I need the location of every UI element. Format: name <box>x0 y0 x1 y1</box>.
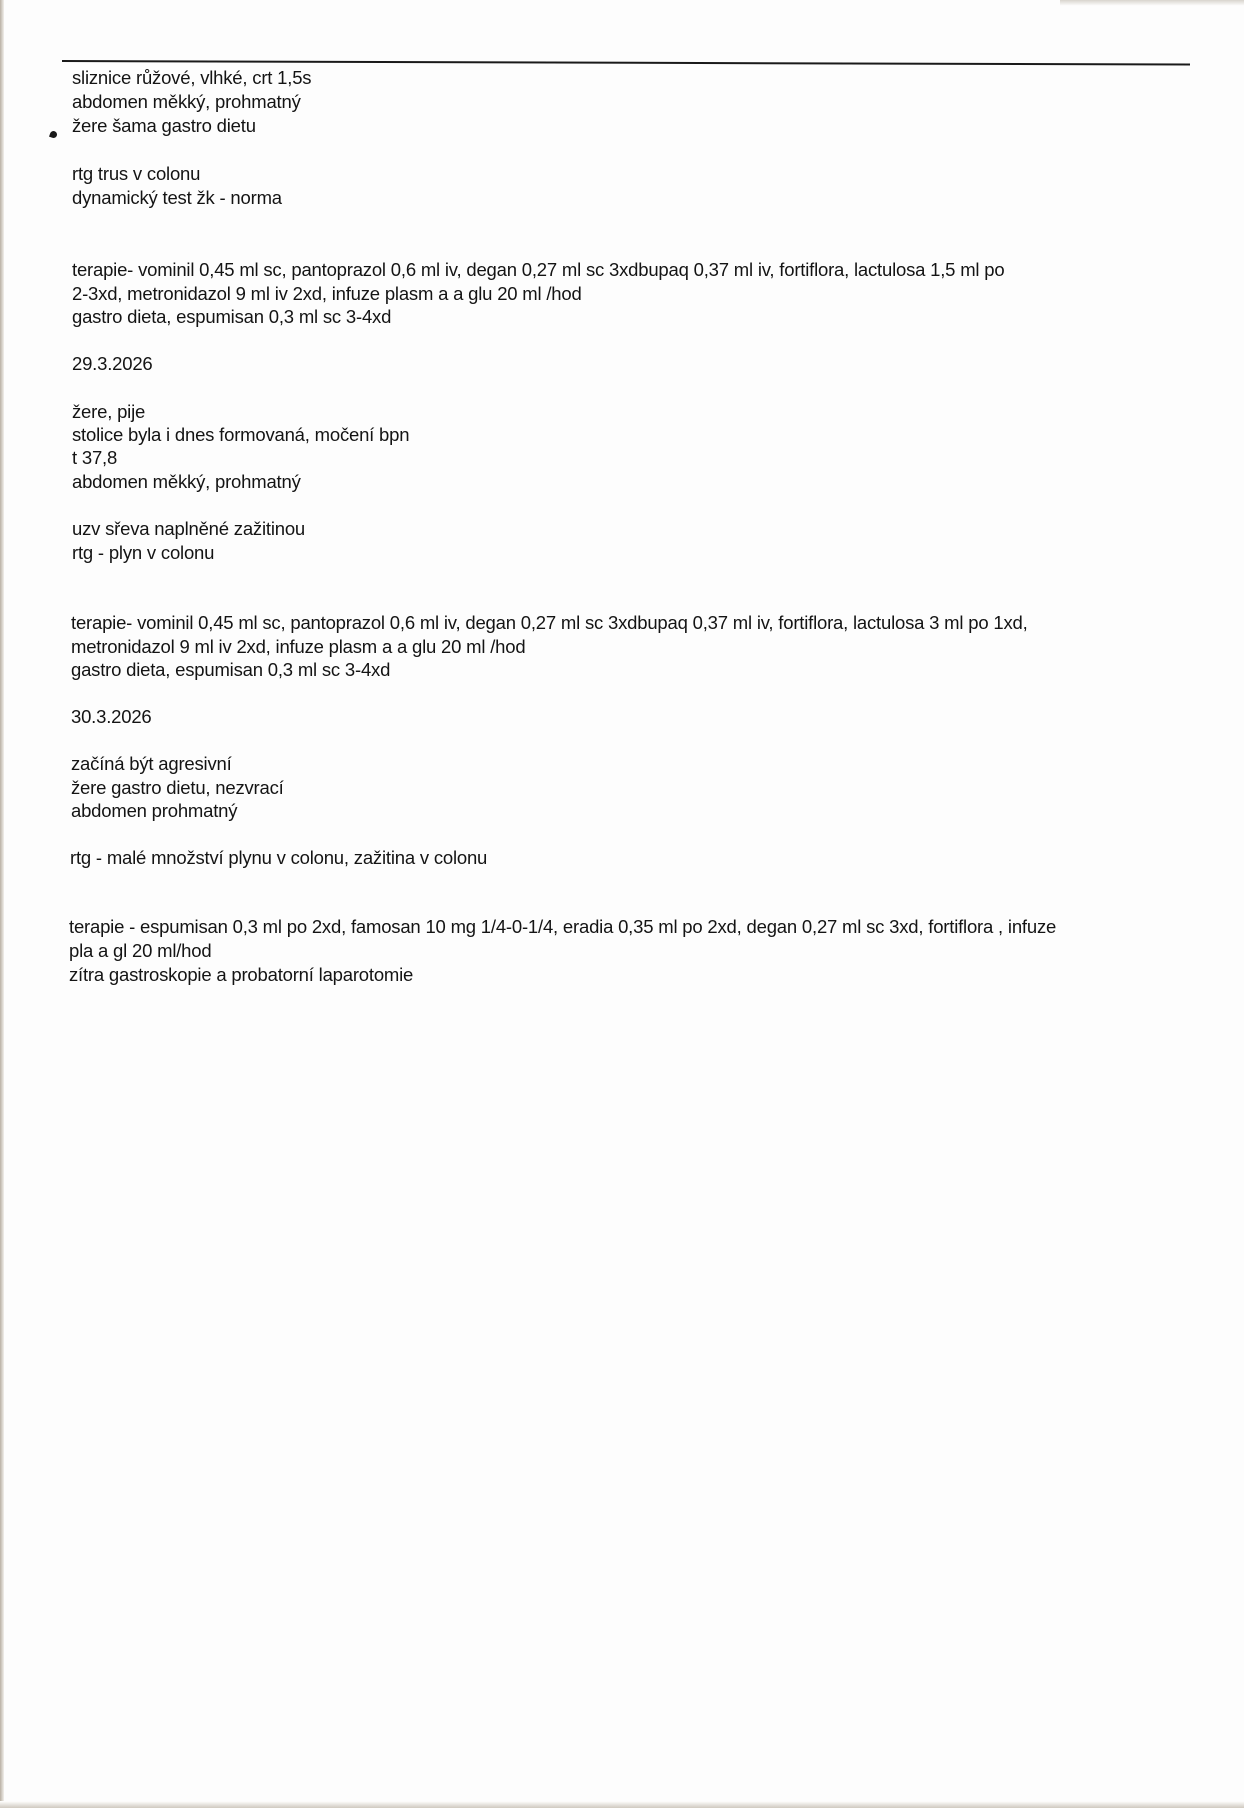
page-top-edge-shadow <box>1060 0 1244 6</box>
page-bottom-edge-shadow <box>0 1801 1244 1808</box>
note-line-therapy-1b: 2-3xd, metronidazol 9 ml iv 2xd, infuze plasm a a glu 20 ml /hod <box>72 283 582 304</box>
note-line-plan: zítra gastroskopie a probatorní laparotomie <box>69 964 414 985</box>
date-heading-29-3: 29.3.2026 <box>72 353 153 374</box>
note-line-dynamic-test: dynamický test žk - norma <box>72 187 282 208</box>
note-line-aggressive: začíná být agresivní <box>71 753 232 774</box>
note-line-rtg-2: rtg - plyn v colonu <box>72 542 215 563</box>
note-line-ultrasound: uzv sřeva naplněné zažitinou <box>72 518 305 539</box>
page-left-edge-shadow <box>0 0 4 1808</box>
note-line-therapy-3a: terapie - espumisan 0,3 ml po 2xd, famosan 10 mg 1/4-0-1/4, eradia 0,35 ml po 2xd, degan 0,27 ml sc 3xd, fortiflora , infuze <box>69 916 1057 937</box>
note-line-temperature: t 37,8 <box>72 447 118 468</box>
note-line-eating: žere šama gastro dietu <box>72 115 256 136</box>
date-heading-30-3: 30.3.2026 <box>71 706 152 727</box>
note-line-therapy-1a: terapie- vominil 0,45 ml sc, pantoprazol 0,6 ml iv, degan 0,27 ml sc 3xdbupaq 0,37 ml iv, fortiflora, lactulosa 1,5 ml po <box>72 259 1005 280</box>
note-line-rtg-3: rtg - malé množství plynu v colonu, zažitina v colonu <box>70 847 488 868</box>
note-line-eating-2: žere gastro dietu, nezvrací <box>71 777 284 798</box>
note-line-therapy-3b: pla a gl 20 ml/hod <box>69 940 212 961</box>
note-line-rtg: rtg trus v colonu <box>72 163 201 184</box>
pen-mark <box>49 130 58 139</box>
note-line-abdomen-2: abdomen měkký, prohmatný <box>72 471 301 492</box>
note-line-stool: stolice byla i dnes formovaná, močení bpn <box>72 424 410 445</box>
note-line-abdomen: abdomen měkký, prohmatný <box>72 91 301 112</box>
top-horizontal-rule <box>62 60 1190 66</box>
note-line-eats-drinks: žere, pije <box>72 401 146 422</box>
note-line-therapy-1c: gastro dieta, espumisan 0,3 ml sc 3-4xd <box>72 306 392 327</box>
note-line-mucosa: sliznice růžové, vlhké, crt 1,5s <box>72 67 312 88</box>
note-line-abdomen-3: abdomen prohmatný <box>71 800 238 821</box>
note-line-therapy-2c: gastro dieta, espumisan 0,3 ml sc 3-4xd <box>71 659 391 680</box>
note-line-therapy-2b: metronidazol 9 ml iv 2xd, infuze plasm a a glu 20 ml /hod <box>71 636 526 657</box>
note-line-therapy-2a: terapie- vominil 0,45 ml sc, pantoprazol 0,6 ml iv, degan 0,27 ml sc 3xdbupaq 0,37 ml iv, fortiflora, lactulosa 3 ml po 1xd, <box>71 612 1028 633</box>
